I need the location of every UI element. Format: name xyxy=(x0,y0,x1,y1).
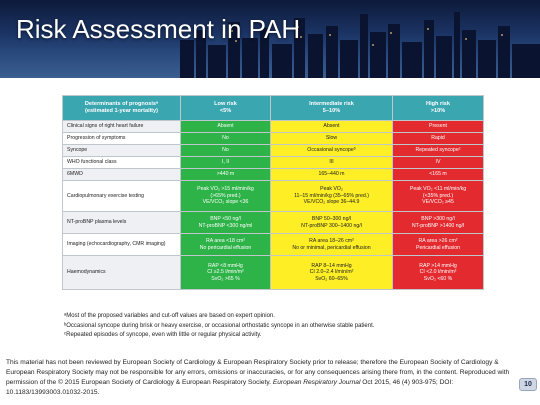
header-high-risk: High risk >10% xyxy=(393,96,484,121)
low-risk-cell: No xyxy=(181,145,271,157)
disclaimer-text: This material has not been reviewed by European Society of Cardiology & European Respiratory Society prior to release; therefore the European Society of Cardiology & European Respiratory Society may not be responsible for any errors, omissions or inaccuracies, or for any consequences arising there from, in the content. Reproduced with permission of the © 2015 European Society of Cardiology & European Respiratory Society. xyxy=(6,359,510,386)
table-row xyxy=(63,121,484,133)
table-row xyxy=(63,234,484,256)
high-risk-cell: Peak VO₂ <11 ml/min/kg (<35% pred.) VE/VCO₂ ≥45 xyxy=(393,181,484,212)
table-row xyxy=(63,181,484,212)
row-label: Imaging (echocardiography, CMR imaging) xyxy=(63,234,181,256)
row-label: NT-proBNP plasma levels xyxy=(63,212,181,234)
intermediate-risk-cell: BNP 50–300 ng/l NT-proBNP 300–1400 ng/l xyxy=(271,212,393,234)
row-label: Syncope xyxy=(63,145,181,157)
row-label: Progression of symptoms xyxy=(63,133,181,145)
table-row xyxy=(63,145,484,157)
citation-text: Oct 2015, 46 (4) 903-975; DOI: 10.1183/13993003.01032-2015. xyxy=(6,379,454,396)
low-risk-cell: No xyxy=(181,133,271,145)
intermediate-risk-cell: RAP 8–14 mmHg CI 2.0–2.4 l/min/m² SvO₂ 60–65% xyxy=(271,256,393,290)
high-risk-cell: RAP >14 mmHg CI <2.0 l/min/m² SvO₂ <60 % xyxy=(393,256,484,290)
high-risk-cell: Present xyxy=(393,121,484,133)
low-risk-cell: Peak VO₂ >15 ml/min/kg (>65% pred.) VE/VCO₂ slope <36 xyxy=(181,181,271,212)
slide-title: Risk Assessment in PAH xyxy=(16,14,301,44)
row-label: Clinical signs of right heart failure xyxy=(63,121,181,133)
high-risk-cell: RA area >26 cm² Pericardial effusion xyxy=(393,234,484,256)
intermediate-risk-cell: Peak VO₂ 11–15 ml/min/kg (35–65% pred.) VE/VCO₂ slope 36–44.9 xyxy=(271,181,393,212)
header-low-risk: Low risk <5% xyxy=(181,96,271,121)
table-row xyxy=(63,212,484,234)
page-number-badge: 10 xyxy=(519,378,537,391)
footnote-b: ᵇOccasional syncope during brisk or heavy exercise, or occasional orthostatic syncope in an otherwise stable patient. xyxy=(64,322,375,329)
table-row xyxy=(63,157,484,169)
row-label: WHO functional class xyxy=(63,157,181,169)
intermediate-risk-cell: Occasional syncopeᵇ xyxy=(271,145,393,157)
high-risk-cell: Repeated syncopeᶜ xyxy=(393,145,484,157)
table-row xyxy=(63,133,484,145)
footnote-c: ᶜRepeated episodes of syncope, even with little or regular physical activity. xyxy=(64,332,262,338)
journal-name: European Respiratory Journal xyxy=(272,379,361,386)
low-risk-cell: >440 m xyxy=(181,169,271,181)
low-risk-cell: BNP <50 ng/l NT-proBNP <300 ng/ml xyxy=(181,212,271,234)
intermediate-risk-cell: RA area 18–26 cm² No or minimal, pericardial effusion xyxy=(271,234,393,256)
table-footnotes xyxy=(64,312,484,341)
high-risk-cell: IV xyxy=(393,157,484,169)
title-banner xyxy=(0,0,540,78)
low-risk-cell: Absent xyxy=(181,121,271,133)
high-risk-cell: <165 m xyxy=(393,169,484,181)
table-header-row xyxy=(63,96,484,121)
footnote-a: ᵃMost of the proposed variables and cut-off values are based on expert opinion. xyxy=(64,313,275,319)
high-risk-cell: Rapid xyxy=(393,133,484,145)
table-row xyxy=(63,169,484,181)
header-intermediate-risk: Intermediate risk 5–10% xyxy=(271,96,393,121)
row-label: Haemodynamics xyxy=(63,256,181,290)
row-label: 6MWD xyxy=(63,169,181,181)
low-risk-cell: RAP <8 mmHg CI ≥2.5 l/min/m² SvO₂ >65 % xyxy=(181,256,271,290)
intermediate-risk-cell: Absent xyxy=(271,121,393,133)
copyright-disclaimer xyxy=(6,358,518,398)
intermediate-risk-cell: III xyxy=(271,157,393,169)
low-risk-cell: RA area <18 cm² No pericardial effusion xyxy=(181,234,271,256)
intermediate-risk-cell: Slow xyxy=(271,133,393,145)
table-row xyxy=(63,256,484,290)
header-determinants: Determinants of prognosisᵃ (estimated 1-year mortality) xyxy=(63,96,181,121)
risk-assessment-table xyxy=(62,95,484,290)
intermediate-risk-cell: 165–440 m xyxy=(271,169,393,181)
row-label: Cardiopulmonary exercise testing xyxy=(63,181,181,212)
low-risk-cell: I, II xyxy=(181,157,271,169)
high-risk-cell: BNP >300 ng/l NT-proBNP >1400 ng/l xyxy=(393,212,484,234)
